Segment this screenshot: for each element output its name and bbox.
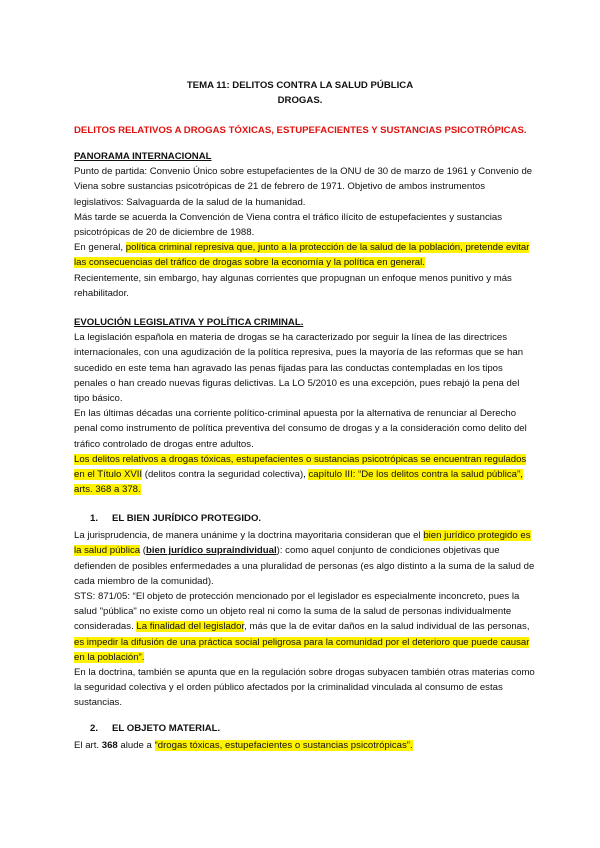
evolucion-paragraph-1: La legislación española en materia de drogas se ha caracterizado por seguir la línea de las directrices internacionales, con una agudización de la política represiva, pues la mayoría de las reformas que se han sucedido en este tema han agravado las penas fijadas para las conductas contempladas en los tipos penales o han creado nuevas figuras delictivas. La LO 5/2010 es una excepción, pues rebajó la pena del tipo básico. (74, 332, 524, 405)
panorama-paragraph-4: Recientemente, sin embargo, hay algunas corrientes que propugnan un enfoque menos punitivo y más rehabilitador. (74, 272, 512, 299)
section-2-heading: 2. EL OBJETO MATERIAL. (90, 723, 221, 734)
evolucion-section (74, 315, 536, 497)
doc-subtitle: DROGAS. (277, 95, 323, 106)
evolucion-heading: EVOLUCIÓN LEGISLATIVA Y POLÍTICA CRIMINAL. (74, 317, 304, 328)
bien-juridico-paragraph-2: STS: 871/05: “El objeto de protección mencionado por el legislador es especialmente inconcreto, pues la salud "pública" no existe como un objeto real ni como la suma de la salud de personas individualmente consideradas. La finalidad del legislador, más que la de evitar daños en la salud individual de las personas, es impedir la difusión de una práctica social peligrosa para la comunidad por el deterioro que puede causar en la población”. (74, 591, 530, 663)
highlighted-text: política criminal represiva que, junto a la protección de la salud de la población, pretende evitar las consecuencias del tráfico de drogas sobre la economía y la política en general. (74, 242, 530, 269)
bien-juridico-paragraph-3: En la doctrina, también se apunta que en la regulación sobre drogas subyacen también otras materias como la seguridad colectiva y el orden público afectados por la criminalidad vinculada al consumo de estas sustancias. (74, 667, 535, 709)
evolucion-paragraph-2: En las últimas décadas una corriente político-criminal apuesta por la alternativa de renunciar al Derecho penal como instrumento de política preventiva del consumo de drogas y a la consideración como delito del tráfico controlado de drogas entre adultos. (74, 408, 527, 450)
highlighted-text: bien jurídico protegido es la salud pública (74, 530, 531, 557)
doc-title: TEMA 11: DELITOS CONTRA LA SALUD PÚBLICA (186, 80, 414, 91)
highlighted-text: Los delitos relativos a drogas tóxicas, estupefacientes o sustancias psicotrópicas se encuentran regulados en el Título XVII (74, 453, 527, 481)
bien-juridico-section (74, 511, 536, 711)
section-1-heading: 1. EL BIEN JURÍDICO PROTEGIDO. (90, 513, 262, 524)
objeto-material-paragraph: El art. 368 alude a “drogas tóxicas, estupefacientes o sustancias psicotrópicas”. (74, 740, 413, 752)
bien-juridico-paragraph-1: La jurisprudencia, de manera unánime y la doctrina mayoritaria consideran que el bien jurídico protegido es la salud pública (bien jurídico supraindividual): como aquel conjunto de condiciones objetivas que defienden de posibles enfermedades a una pluralidad de personas (es algo distinto a la suma de la salud de cada miembro de la comunidad). (74, 530, 535, 587)
panorama-section (74, 149, 536, 301)
objeto-material-section (74, 721, 536, 753)
highlighted-text: La finalidad del legislador (136, 621, 245, 633)
panorama-paragraph-2: Más tarde se acuerda la Convención de Viena contra el tráfico ilícito de estupefacientes y sustancias psicotrópicas de 20 de diciembre de 1988. (74, 211, 503, 239)
section-heading-red: DELITOS RELATIVOS A DROGAS TÓXICAS, ESTUPEFACIENTES Y SUSTANCIAS PSICOTRÓPICAS. (74, 125, 527, 136)
highlighted-text: capítulo III: “De los delitos contra la salud pública”, arts. 368 a 378. (74, 469, 523, 496)
panorama-heading: PANORAMA INTERNACIONAL (74, 151, 212, 162)
evolucion-paragraph-3: Los delitos relativos a drogas tóxicas, estupefacientes o sustancias psicotrópicas se encuentran regulados en el Título XVII (delitos contra la seguridad colectiva), capítulo III: “De los delitos contra la salud pública”, arts. 368 a 378. (74, 453, 527, 496)
panorama-paragraph-3: En general, política criminal represiva que, junto a la protección de la salud de la población, pretende evitar las consecuencias del tráfico de drogas sobre la economía y la política en general. (74, 242, 530, 269)
highlighted-text: “drogas tóxicas, estupefacientes o sustancias psicotrópicas”. (154, 740, 413, 752)
panorama-paragraph-1: Punto de partida: Convenio Único sobre estupefacientes de la ONU de 30 de marzo de 1961 y Convenio de Viena sobre sustancias psicotrópicas de 21 de febrero de 1971. Objetivo de ambos instrumentos legislativos: Salvaguarda de la salud de la humanidad. (74, 166, 533, 208)
highlighted-text: es impedir la difusión de una práctica social peligrosa para la comunidad por el deterioro que puede causar en la población”. (74, 636, 530, 663)
